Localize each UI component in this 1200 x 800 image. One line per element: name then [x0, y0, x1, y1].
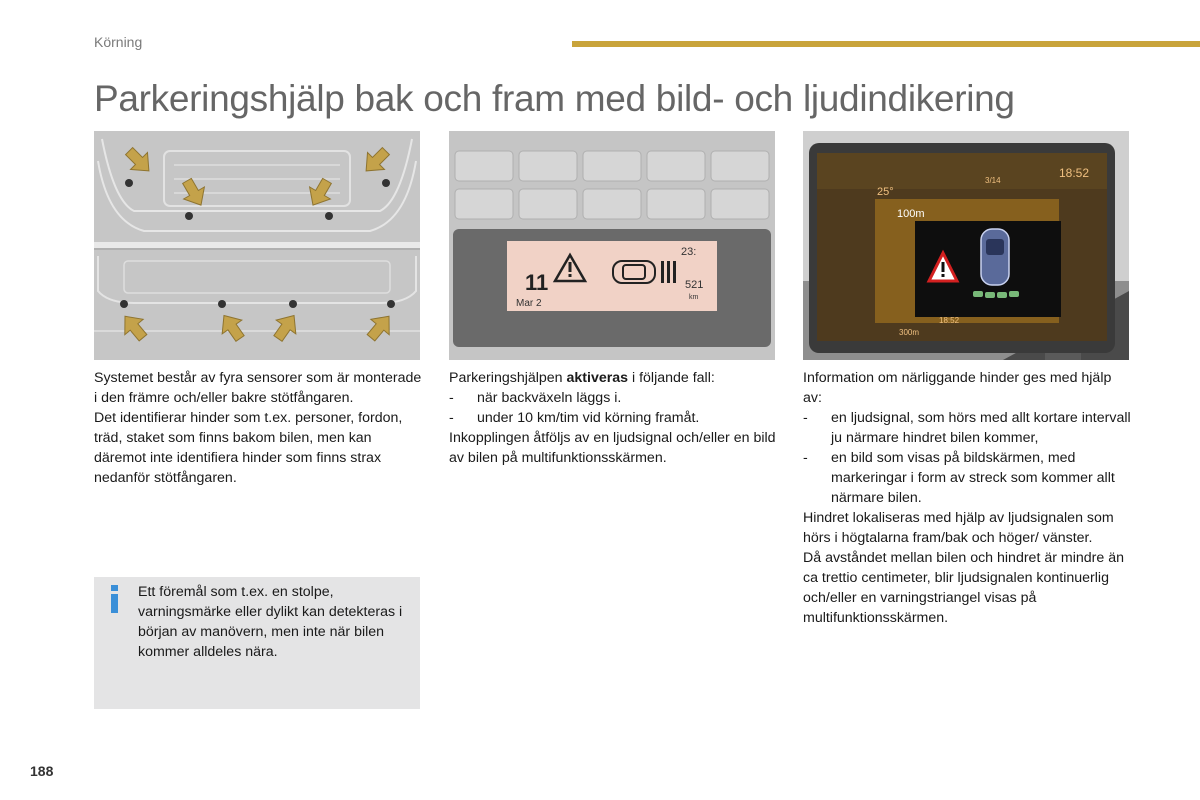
fig3-time: 18:52: [1059, 166, 1090, 180]
fig3-distance: 100m: [897, 208, 925, 220]
section-title: Körning: [94, 34, 143, 50]
info-box: [94, 577, 420, 709]
fig3-bottom-left: 300m: [899, 328, 920, 337]
text-column-1: [94, 368, 424, 488]
col1-paragraph-2: Det identifierar hinder som t.ex. personer, fordon, träd, staket som finns bakom bilen, men kan däremot inte identifiera hinder som finns strax nedanför stötfångaren.: [94, 410, 403, 486]
section-accent-bar: [572, 41, 1200, 47]
fig2-date: Mar 2: [516, 298, 542, 309]
figure-bumper-sensors: [94, 131, 420, 360]
list-item: - när backväxeln läggs i.: [449, 390, 622, 406]
list-item: - en ljudsignal, som hörs med allt kortare intervall ju närmare hindret bilen kommer,: [803, 410, 1131, 446]
page-number: 188: [30, 763, 54, 779]
col3-intro: Information om närliggande hinder ges med hjälp av:: [803, 370, 1112, 406]
fig2-number: 521: [685, 279, 704, 291]
fig3-bottom-time: 18:52: [939, 316, 960, 325]
text-column-2: [449, 368, 779, 468]
car-icon: [981, 229, 1009, 285]
figure-multifunction-screen: [803, 131, 1129, 360]
col3-paragraph-3: Då avståndet mellan bilen och hindret är mindre än ca trettio centimeter, blir ljudsignalen kontinuerlig och/eller en varningstriangel visas på multifunktionsskärmen.: [803, 550, 1124, 626]
info-icon: [110, 585, 120, 607]
info-text: Ett föremål som t.ex. en stolpe, varningsmärke eller dylikt kan detekteras i början av manövern, men inte när bilen kommer alldeles nära.: [138, 584, 403, 660]
fig3-track: 3/14: [985, 176, 1001, 185]
figure-dashboard-display: [449, 131, 775, 360]
fig2-time: 23:: [681, 246, 697, 258]
list-item: - under 10 km/tim vid körning framåt.: [449, 410, 700, 426]
col1-paragraph-1: Systemet består av fyra sensorer som är monterade i den främre och/eller bakre stötfångaren.: [94, 370, 422, 406]
col2-intro: Parkeringshjälpen aktiveras i följande fall:: [449, 370, 715, 386]
page-title: Parkeringshjälp bak och fram med bild- och ljudindikering: [94, 78, 1015, 119]
col3-paragraph-2: Hindret lokaliseras med hjälp av ljudsignalen som hörs i högtalarna fram/bak och höger/ vänster.: [803, 510, 1114, 546]
col2-paragraph-2: Inkopplingen åtföljs av en ljudsignal och/eller en bild av bilen på multifunktionsskärmen.: [449, 430, 776, 466]
list-item: - en bild som visas på bildskärmen, med markeringar i form av streck som kommer allt närmare bilen.: [803, 450, 1115, 506]
text-column-3: [803, 368, 1133, 628]
fig2-temp: 11: [525, 270, 549, 295]
fig3-temp: 25°: [877, 186, 894, 198]
fig2-unit: km: [689, 294, 699, 301]
